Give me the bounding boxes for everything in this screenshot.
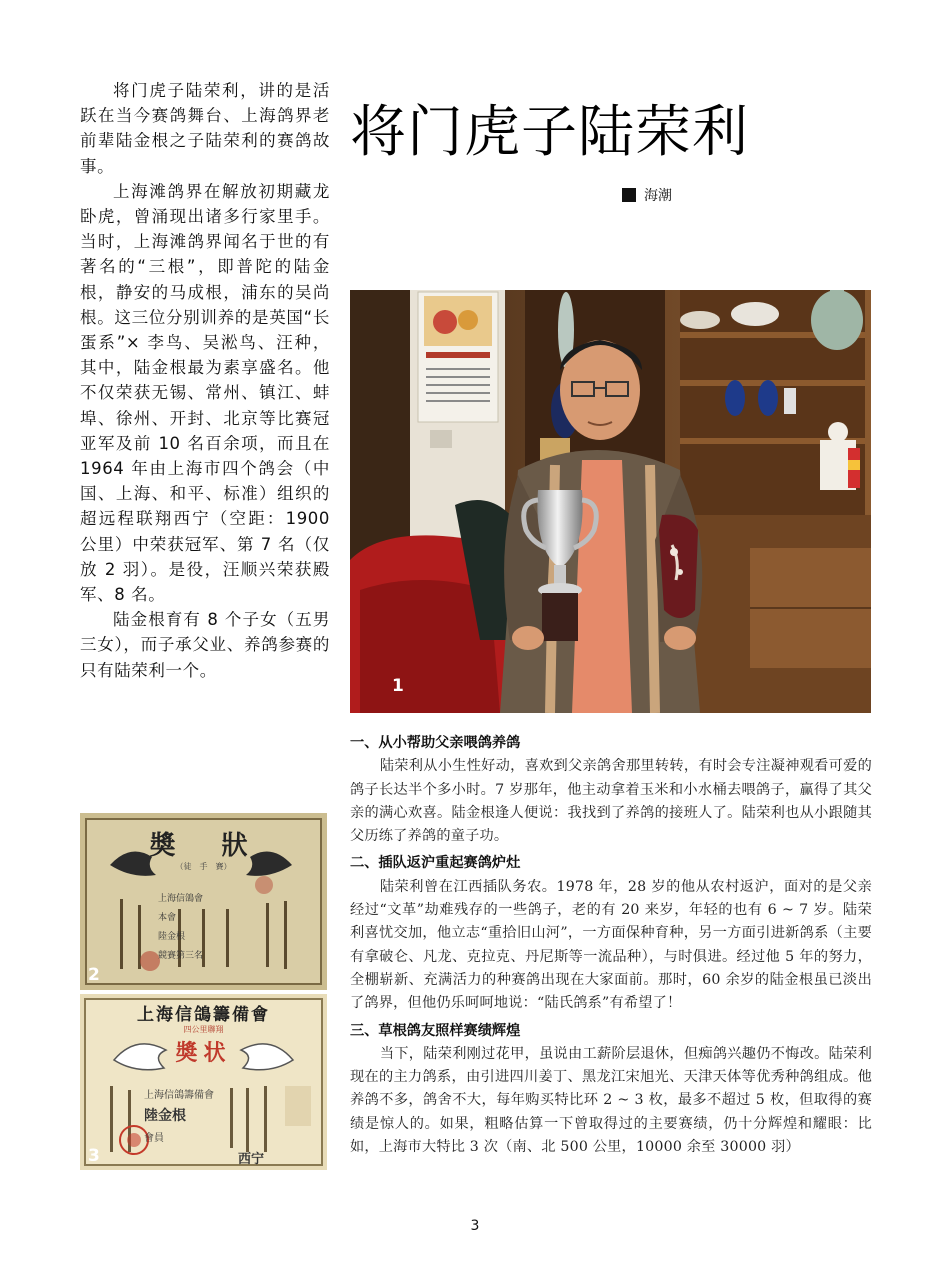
cert-3-title: 奬状 (175, 1040, 232, 1066)
page-number: 3 (470, 1218, 480, 1234)
intro-column (80, 78, 330, 683)
photo-3-number: 3 (88, 1146, 100, 1166)
section-1-text: 陆荣利从小生性好动，喜欢到父亲鸽舍那里转转，有时会专注凝神观看可爱的鸽子长达半个多小时。7 岁那年，他主动拿着玉米和小水桶去喂鸽子，赢得了其父亲的满心欢喜。陆金根逢人便说：我找到了养鸽的接班人了。陆荣利也从小跟随其父历练了养鸽的童子功。 (350, 758, 872, 845)
author-square-icon (622, 188, 636, 202)
photo-3-certificate (80, 994, 327, 1170)
cert-3-line-4: 西宁 (237, 1152, 264, 1167)
photo-2-certificate (80, 813, 327, 990)
photo-1-number: 1 (392, 676, 404, 696)
photo-1-illustration (350, 290, 871, 713)
cert-3-line-3: 會員 (144, 1133, 164, 1144)
author-line (622, 185, 672, 205)
cert-2-line-3: 陸金根 (158, 932, 186, 942)
section-2-heading: 二、插队返沪重起赛鸽炉灶 (350, 855, 521, 872)
intro-paragraph-3: 陆金根育有 8 个子女（五男三女），而子承父业、养鸽参赛的只有陆荣利一个。 (80, 610, 330, 680)
cert-3-header: 上海信鴿籌備會 (137, 1005, 270, 1025)
cert-3-subheader: 四公里聯翔 (183, 1025, 224, 1034)
cert-2-text-block (158, 891, 254, 961)
author-name: 海潮 (644, 188, 672, 204)
photo-2-number: 2 (88, 965, 100, 985)
cert-2-line-4: 競賽第三名 (158, 951, 204, 961)
cert-2-line-1: 上海信鴿會 (158, 894, 204, 904)
cert-2-subtitle: （徒 手 賽） (175, 862, 232, 871)
cert-2-line-2: 本會 (158, 913, 177, 923)
article-body (350, 728, 872, 1159)
cert-3-line-1: 上海信鴿籌備會 (144, 1090, 214, 1101)
intro-paragraph-1: 将门虎子陆荣利，讲的是活跃在当今赛鸽舞台、上海鸽界老前辈陆金根之子陆荣利的赛鸽故事。 (80, 81, 330, 176)
cert-2-title: 奬 狀 (149, 831, 258, 861)
photo-1 (350, 290, 871, 713)
section-3-text: 当下，陆荣利刚过花甲，虽说由工薪阶层退休，但痴鸽兴趣仍不悔改。陆荣利现在的主力鸽系，由引进四川姜丁、黑龙江宋旭光、天津天体等优秀种鸽组成。他养鸽不多，鸽舍不大，每年购买特比环 2 ~ 3 枚，最多不超过 5 枚，但取得的赛绩是惊人的。如果，粗略估算一下曾取得过的主要赛绩，仍十分辉煌和耀眼：比如，上海市大特比 3 次（南、北 500 公里，10000 余至 30000 羽） (350, 1045, 872, 1156)
section-3-heading: 三、草根鸽友照样赛绩辉煌 (350, 1022, 521, 1039)
intro-paragraph-2: 上海滩鸽界在解放初期藏龙卧虎，曾涌现出诸多行家里手。当时，上海滩鸽界闻名于世的有著名的“三根”，即普陀的陆金根，静安的马成根，浦东的吴尚根。这三位分别训养的是英国“长蛋系”× 李鸟、吴淞鸟、汪种，其中，陆金根最为素享盛名。他不仅荣获无锡、常州、镇江、蚌埠、徐州、开封、北京等比赛冠亚军及前 10 名百余项，而且在 1964 年由上海市四个鸽会（中国、上海、和平、标准）组织的超远程联翔西宁（空距：1900 公里）中荣获冠军、第 7 名（仅放 2 羽）。是役，汪顺兴荣获殿军、8 名。 (80, 181, 330, 605)
article-title: 将门虎子陆荣利 (350, 100, 749, 165)
cert-3-text-block (144, 1086, 264, 1167)
section-1-heading: 一、从小帮助父亲喂鸽养鸽 (350, 735, 521, 751)
section-2-text: 陆荣利曾在江西插队务农。1978 年，28 岁的他从农村返沪，面对的是父亲经过“文革”劫难残存的一些鸽子，老的有 20 来岁，年轻的也有 6 ~ 7 岁。陆荣利喜忧交加，他立志“重拾旧山河”，一方面保种育种，另一方面引进新鸽系（主要有拿破仑、凡龙、克拉克、丹尼斯等一流品种），与时俱进。经过他 5 年的努力，全棚崭新、充满活力的种赛鸽出现在大家面前。那时，60 余岁的陆金根虽已淡出了鸽界，但他仍乐呵呵地说：“陆氏鸽系”有希望了！ (350, 878, 872, 1012)
cert-3-line-2: 陸金根 (144, 1108, 186, 1124)
